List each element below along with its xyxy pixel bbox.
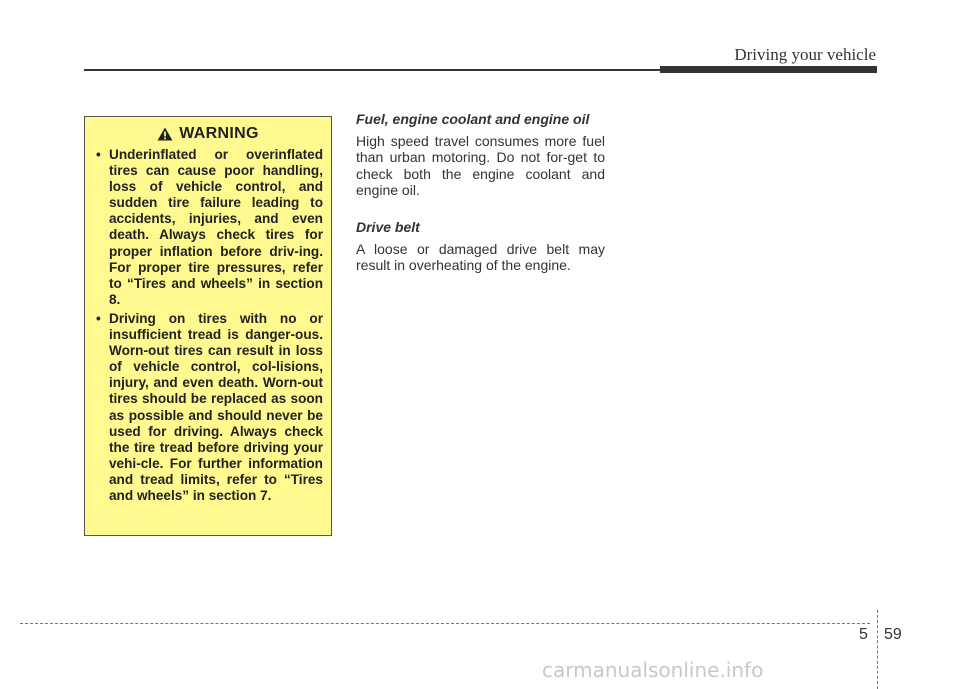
fuel-heading: Fuel, engine coolant and engine oil — [356, 111, 590, 127]
warning-triangle-icon — [157, 127, 173, 141]
bullet-icon: • — [96, 310, 101, 326]
warning-list — [93, 147, 323, 504]
page-number-divider — [877, 610, 878, 689]
warning-box — [84, 116, 332, 536]
bullet-icon: • — [96, 147, 101, 162]
warning-item — [93, 147, 323, 308]
section-title: Driving your vehicle — [734, 45, 876, 64]
watermark: carmanualsonline.info — [542, 658, 764, 682]
header-rule — [84, 69, 660, 71]
footer-rule — [20, 623, 870, 624]
content-column — [356, 111, 605, 273]
fuel-text: High speed travel consumes more fuel than urban motoring. Do not for-get to check both the engine coolant and engine oil. — [356, 133, 605, 199]
belt-heading: Drive belt — [356, 218, 420, 235]
header-bar — [660, 66, 877, 73]
belt-text: A loose or damaged drive belt may result in overheating of the engine. — [356, 240, 605, 274]
warning-item — [93, 311, 323, 504]
page-number: 59 — [884, 626, 902, 643]
warning-item-text: Underinflated or overinflated tires can cause poor handling, loss of vehicle control, and sudden tire failure leading to accidents, injuries, and even death. Always check tires for proper inflation before driv-ing. For proper tire pressures, refer to “Tires and wheels” in section 8. — [109, 147, 323, 307]
chapter-number: 5 — [859, 626, 868, 643]
warning-header — [93, 125, 323, 143]
warning-item-text: Driving on tires with no or insufficient tread is danger-ous. Worn-out tires can result in loss of vehicle control, col-lisions, injury, and even death. Worn-out tires should be replaced as soon as possible and should never be used for driving. Always check the tire tread before driving your vehi-cle. For further information and tread limits, refer to “Tires and wheels” in section 7. — [109, 310, 323, 503]
warning-title: WARNING — [179, 125, 259, 142]
